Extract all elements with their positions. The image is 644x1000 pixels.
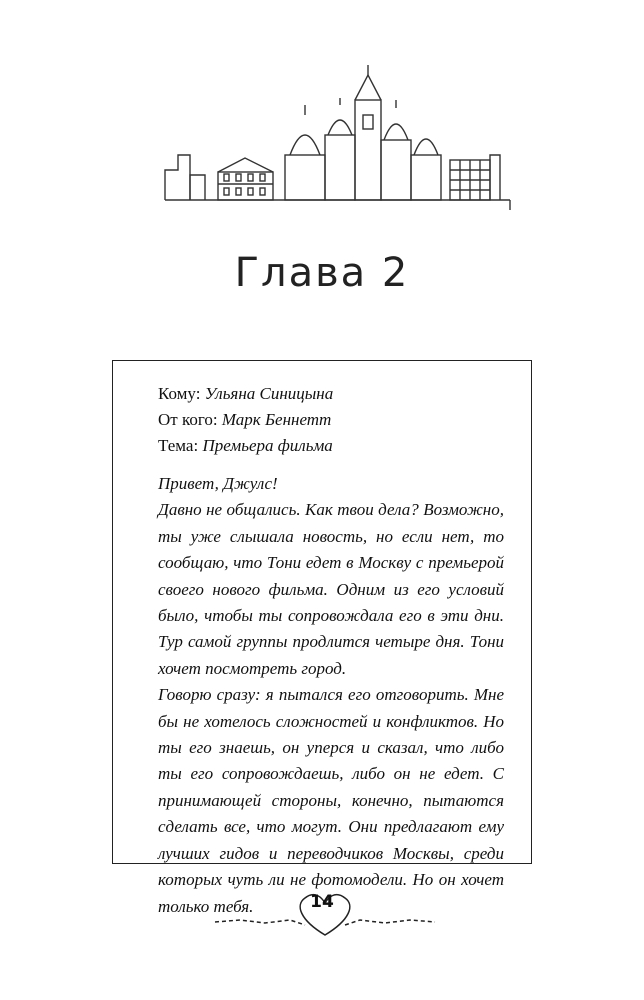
chapter-title: Глава 2 [234, 250, 410, 296]
letter-paragraph-2: Говорю сразу: я пытался его отговорить. Мне бы не хотелось сложностей и конфликтов. Но ты его знаешь, он уперся и сказал, что либо ты его сопровождаешь, либо он не едет. С принимающей стороны, конечно, пытаются сделать все, что могут. Они предлагают ему лучших гидов и переводчиков Москвы, среди которых чуть ли не фотомодели. Но он хочет только тебя. [158, 685, 504, 916]
heart-dashed-line-ornament [210, 880, 440, 950]
from-value: Марк Беннетт [221, 410, 332, 429]
letter-greeting: Привет, Джулс! [158, 474, 278, 493]
to-value: Ульяна Синицына [204, 384, 334, 403]
page-number: 14 [310, 892, 334, 912]
from-label: От кого: [158, 410, 218, 429]
to-row [158, 381, 333, 407]
subject-value: Премьера фильма [202, 436, 333, 455]
letter-paragraph-1: Давно не общались. Как твои дела? Возможно, ты уже слышала новость, но если нет, то сообщаю, что Тони едет в Москву с премьерой своего нового фильма. Одним из его условий было, чтобы ты сопровождала его в эти дни. Тур самой группы продлится четыре дня. Тони хочет посмотреть город. [158, 500, 504, 678]
to-label: Кому: [158, 384, 201, 403]
from-row [158, 407, 333, 433]
subject-label: Тема: [158, 436, 199, 455]
subject-row [158, 433, 333, 459]
email-headers [158, 381, 333, 459]
moscow-skyline-illustration [160, 60, 520, 220]
letter-body [158, 471, 504, 920]
